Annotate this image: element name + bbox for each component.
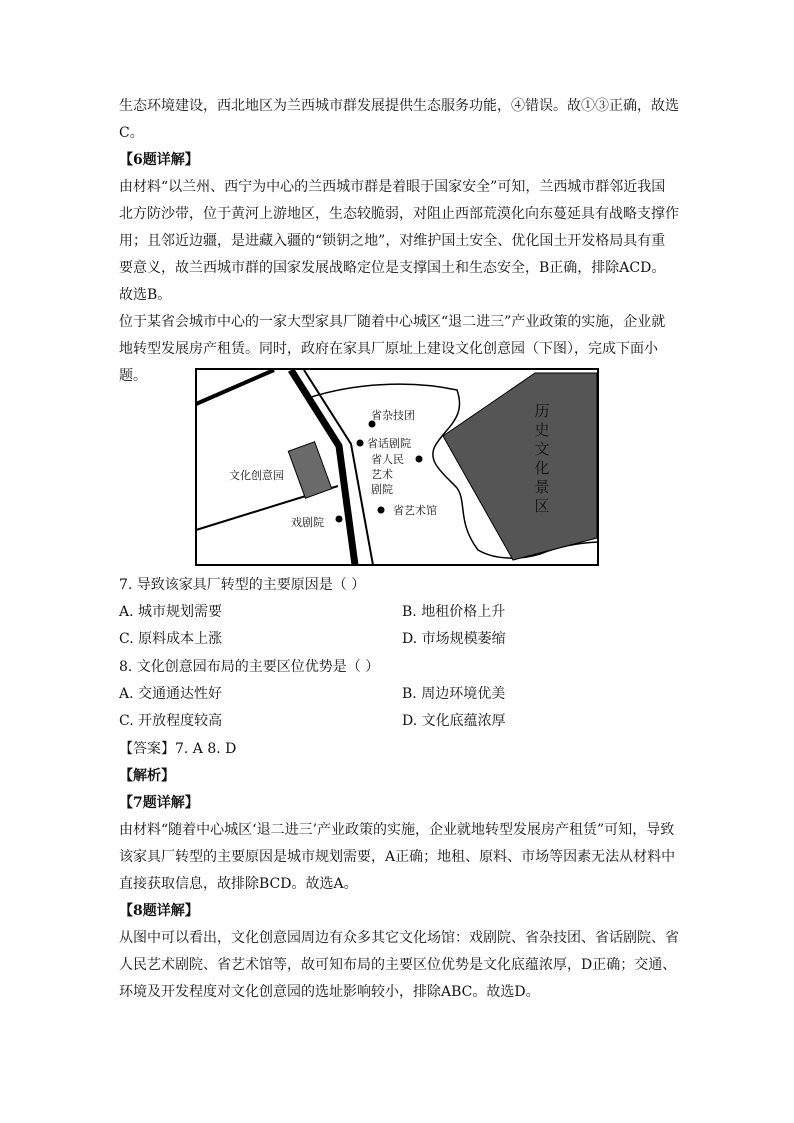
paragraph-q7-detail: 由材料“随着中心城区‘退二进三’产业政策的实施，企业就地转型发展房产租赁”可知，导致该家具厂转型的主要原因是城市规划需要，A正确；地租、原料、市场等因素无法从材料中直接获取信息，故排除BCD。故选A。: [119, 822, 676, 892]
q8-option-d: D. 文化底蕴浓厚: [402, 713, 506, 729]
question-7-stem: 7. 导致该家具厂转型的主要原因是（ ）: [119, 577, 366, 593]
heading-q8-detail: 【8题详解】: [119, 903, 199, 919]
intro-paragraph: 位于某省会城市中心的一家大型家具厂随着中心城区“退二进三”产业政策的实施，企业就地转型发展房产租赁。同时，政府在家具厂原址上建设文化创意园（下图），完成下面小题。: [119, 314, 666, 384]
label-renmin-1: 省人民: [371, 453, 404, 466]
label-zajituan: 省杂技团: [371, 409, 415, 422]
label-chuangyiyuan: 文化创意园: [229, 469, 284, 482]
label-jingqu-char: 历: [534, 402, 550, 420]
label-jingqu-char: 史: [534, 421, 550, 439]
map-figure: [195, 368, 599, 566]
label-jingqu-char: 化: [534, 459, 550, 477]
dot-huajuyuan: [357, 440, 364, 447]
q7-option-c: C. 原料成本上涨: [119, 631, 223, 647]
label-renmin-3: 剧院: [371, 483, 393, 496]
label-yishuguan: 省艺术馆: [393, 504, 437, 517]
q7-option-d: D. 市场规模萎缩: [402, 631, 506, 647]
label-jingqu: [534, 402, 549, 515]
q7-option-a: A. 城市规划需要: [119, 604, 223, 620]
label-renmin-2: 艺术: [371, 468, 393, 481]
label-jingqu-char: 区: [534, 497, 550, 515]
answer-line: 【答案】7. A 8. D: [119, 741, 237, 757]
q7-option-b: B. 地租价格上升: [402, 604, 506, 620]
label-xijuyuan: 戏剧院: [291, 516, 324, 529]
q8-option-c: C. 开放程度较高: [119, 713, 223, 729]
paragraph-q8-detail: 从图中可以看出，文化创意园周边有众多其它文化场馆：戏剧院、省杂技团、省话剧院、省人民艺术剧院、省艺术馆等，故可知布局的主要区位优势是文化底蕴浓厚，D正确；交通、环境及开发程度对文化创意园的选址影响较小，排除ABC。故选D。: [119, 930, 679, 1000]
dot-renmin: [416, 456, 423, 463]
heading-q7-detail: 【7题详解】: [119, 795, 199, 811]
heading-q6-detail: 【6题详解】: [119, 152, 199, 168]
label-jingqu-char: 文: [534, 440, 550, 458]
label-jingqu-char: 景: [534, 478, 550, 496]
label-huajuyuan: 省话剧院: [367, 437, 411, 450]
dot-yishuguan: [378, 507, 385, 514]
q8-option-a: A. 交通通达性好: [119, 686, 223, 702]
dot-xijuyuan: [336, 516, 343, 523]
heading-analysis: 【解析】: [119, 768, 175, 784]
question-8-stem: 8. 文化创意园布局的主要区位优势是（ ）: [119, 659, 380, 675]
paragraph-q5-end: 生态环境建设，西北地区为兰西城市群发展提供生态服务功能，④错误。故①③正确，故选C。: [119, 98, 679, 141]
q8-option-b: B. 周边环境优美: [402, 686, 506, 702]
paragraph-q6-detail: 由材料“以兰州、西宁为中心的兰西城市群是着眼于国家安全”可知，兰西城市群邻近我国北方防沙带，位于黄河上游地区，生态较脆弱，对阻止西部荒漠化向东蔓延具有战略支撑作用；且邻近边疆，是进藏入疆的“锁钥之地”，对维护国土安全、优化国土开发格局具有重要意义，故兰西城市群的国家发展战略定位是支撑国土和生态安全，B正确，排除ACD。故选B。: [119, 179, 679, 303]
